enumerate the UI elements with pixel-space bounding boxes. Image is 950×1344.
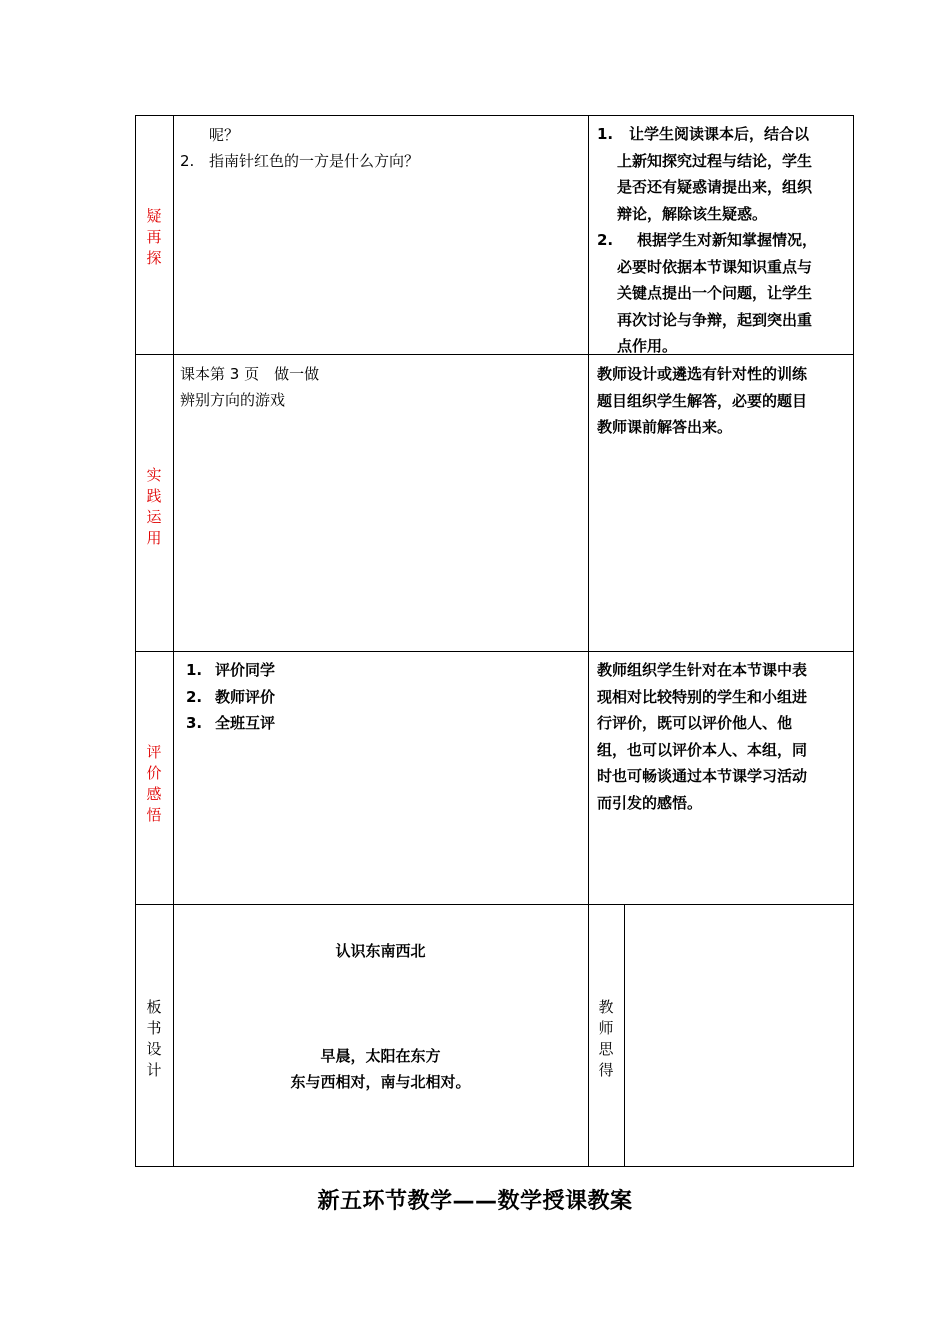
row-evaluation: [135, 651, 854, 905]
guide-item-2: 2. 根据学生对新知掌握情况， 必要时依据本节课知识重点与 关键点提出一个问题，让学生 再次讨论与争辩，起到突出重 点作用。: [597, 231, 818, 355]
row-label-practice: 实 践 运 用: [146, 466, 162, 547]
reflection-content: [625, 905, 853, 1166]
row-doubt-explore: [135, 115, 854, 355]
label-cell: [136, 905, 174, 1166]
document-title: 新五环节教学——数学授课教案: [317, 1189, 633, 1214]
content-cell: [173, 116, 589, 354]
reflection-area: [588, 905, 853, 1166]
guide-list: [597, 121, 845, 360]
evaluation-list: [186, 657, 275, 737]
label-cell: [136, 652, 174, 904]
teacher-guide-cell: [588, 116, 853, 354]
content-cell: [173, 355, 589, 651]
label-cell: [136, 355, 174, 651]
row-label-doubt-explore: 疑 再 探: [146, 207, 162, 267]
reflection-label: 教 师 思 得: [598, 998, 614, 1079]
content-cell: [173, 652, 589, 904]
evaluation-item: 2. 教师评价: [186, 687, 276, 706]
evaluation-item: 1. 评价同学: [186, 661, 276, 679]
board-content-cell: [173, 905, 589, 1166]
teacher-guide-cell: [588, 652, 853, 904]
row-label-board-design: 板 书 设 计: [146, 998, 162, 1079]
practice-guide: 教师设计或遴选有针对性的训练 题目组织学生解答，必要的题目 教师课前解答出来。: [597, 365, 808, 436]
label-cell: [136, 116, 174, 354]
evaluation-item: 3. 全班互评: [186, 714, 276, 732]
evaluation-guide: 教师组织学生针对在本节课中表 现相对比较特别的学生和小组进 行评价，既可以评价他人、他 组，也可以评价本人、本组，同 时也可畅谈通过本节课学习活动 而引发的感悟。: [597, 661, 808, 812]
teacher-guide-cell: [588, 355, 853, 651]
question-continuation: 呢？: [209, 126, 240, 144]
board-line-1: 早晨，太阳在东方: [320, 1047, 441, 1065]
practice-game: 辨别方向的游戏: [180, 391, 286, 409]
guide-item-1: 1. 让学生阅读课本后，结合以 上新知探究过程与结论，学生 是否还有疑惑请提出来，组织 辩论，解除该生疑惑。: [597, 125, 813, 223]
row-label-evaluation: 评 价 感 悟: [146, 743, 162, 824]
reflection-label-cell: [588, 905, 625, 1166]
question-item-2: 2. 指南针红色的一方是什么方向？: [180, 152, 420, 170]
row-practice: [135, 354, 854, 652]
row-board-design: [135, 904, 854, 1167]
board-title: 认识东南西北: [335, 942, 426, 960]
board-line-2: 东与西相对，南与北相对。: [290, 1073, 471, 1091]
practice-textbook-ref: 课本第 3 页 做一做: [180, 365, 320, 383]
